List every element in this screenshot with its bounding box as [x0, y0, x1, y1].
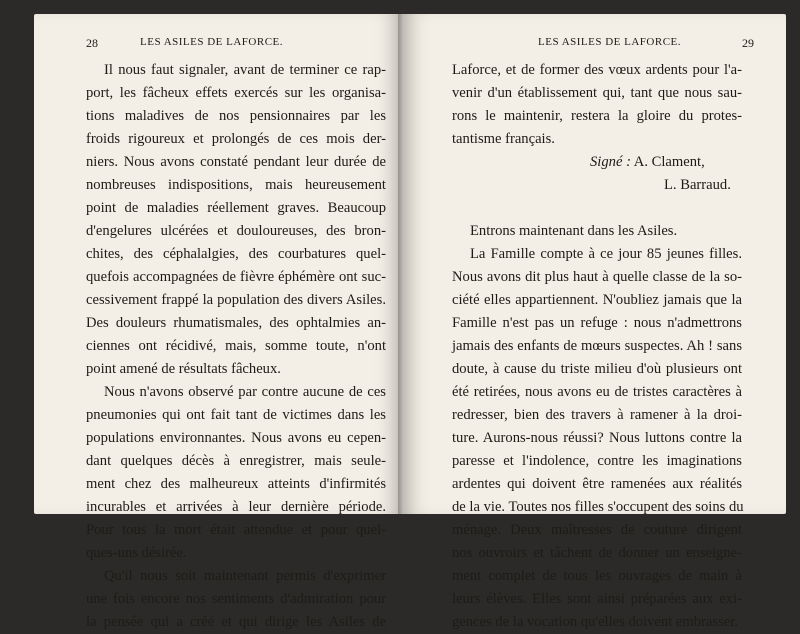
- text-line: port, les fâcheux effets exercés sur les organisa-: [86, 85, 386, 101]
- text-line: ménage. Deux maîtresses de couture dirigent: [452, 522, 742, 538]
- text-line: tantisme français.: [452, 131, 555, 147]
- text-line: niers. Nous avons constaté pendant leur durée de: [86, 154, 386, 170]
- text-line: pneumonies qui ont fait tant de victimes dans les: [86, 407, 386, 423]
- right-page: [402, 14, 786, 630]
- paragraph-spacer: [452, 197, 742, 220]
- body-text: [86, 59, 386, 634]
- text-line: point amené de résultats fâcheux.: [86, 361, 281, 377]
- signature-line: [452, 151, 742, 174]
- text-line: ardentes qui doivent être ramenées aux réalités: [452, 476, 742, 492]
- text-line: ture. Aurons-nous réussi? Nous luttons contre la: [452, 430, 742, 446]
- text-line: Pour tous la mort était attendue et pour quel-: [86, 522, 386, 538]
- text-line: cessivement frappé la population des divers Asiles.: [86, 292, 386, 308]
- text-line: froids rigoureux et prolongés de ces mois der-: [86, 131, 386, 147]
- text-line: de la vie. Toutes nos filles s'occupent des soins du: [452, 499, 744, 515]
- text-line: La Famille compte à ce jour 85 jeunes filles.: [470, 246, 742, 262]
- text-line: Entrons maintenant dans les Asiles.: [470, 223, 678, 239]
- signatory-name: L. Barraud.: [664, 177, 731, 193]
- text-line: dant quelques décès à enregistrer, mais seule-: [86, 453, 386, 469]
- text-line: ment chez des malheureux atteints d'infirmités: [86, 476, 386, 492]
- text-line: quefois accompagnées de fièvre éphémère ont suc-: [86, 269, 386, 285]
- text-line: paresse et l'indolence, contre les imaginations: [452, 453, 742, 469]
- text-line: nombreuses indispositions, mais heureusement: [86, 177, 386, 193]
- body-text: [452, 59, 742, 634]
- running-head: LES ASILES DE LAFORCE.: [140, 36, 284, 48]
- text-line: Nous avons dit plus haut à quelle classe de la so-: [452, 269, 742, 285]
- text-line: Il nous faut signaler, avant de terminer ce rap-: [104, 62, 386, 78]
- text-line: ment complet de tous les ouvrages de main à: [452, 568, 742, 584]
- page-number: 29: [742, 36, 754, 50]
- text-line: venir d'un établissement qui, tant que nous sau-: [452, 85, 742, 101]
- text-line: doute, à cause du triste milieu d'où plusieurs ont: [452, 361, 742, 377]
- text-line: point de maladies réellement graves. Beaucoup: [86, 200, 386, 216]
- text-line: la pensée qui a créé et qui dirige les Asiles de: [86, 614, 386, 630]
- text-line: nos ouvroirs et tâchent de donner un enseigne-: [452, 545, 742, 561]
- text-line: populations environnantes. Nous avons eu cepen-: [86, 430, 386, 446]
- running-head: LES ASILES DE LAFORCE.: [538, 36, 682, 48]
- text-line: une fois encore nos sentiments d'admiration pour: [86, 591, 386, 607]
- left-page: [34, 14, 402, 630]
- text-line: ciété elles appartiennent. N'oubliez jamais que la: [452, 292, 742, 308]
- text-line: Des douleurs rhumatismales, des ophtalmies an-: [86, 315, 386, 331]
- text-line: Qu'il nous soit maintenant permis d'exprimer: [104, 568, 386, 584]
- text-line: Famille n'est pas un refuge : nous n'admettrons: [452, 315, 742, 331]
- text-line: d'engelures ulcérées et douloureuses, des bron-: [86, 223, 386, 239]
- text-line: gences de la vocation qu'elles doivent embrasser.: [452, 614, 738, 630]
- text-line: ciennes ont récidivé, mais, somme toute, n'ont: [86, 338, 386, 354]
- text-line: ques-uns désirée.: [86, 545, 187, 561]
- text-line: incurables et arrivées à leur dernière période.: [86, 499, 386, 515]
- text-line: redresser, bien des travers à ramener à la droi-: [452, 407, 742, 423]
- page-number: 28: [86, 36, 98, 50]
- text-line: chites, des céphalalgies, des courbatures quel-: [86, 246, 386, 262]
- signatory-name: A. Clament,: [633, 154, 705, 170]
- text-line: rons le maintenir, restera la gloire du protes-: [452, 108, 742, 124]
- text-line: tions maladives de nos pensionnaires par les: [86, 108, 386, 124]
- text-line: leurs élèves. Elles sont ainsi préparées aux exi-: [452, 591, 742, 607]
- text-line: été retirées, nous avons eu de tristes caractères à: [452, 384, 742, 400]
- text-line: Laforce, et de former des vœux ardents pour l'a-: [452, 62, 742, 78]
- text-line: Nous n'avons observé par contre aucune de ces: [104, 384, 386, 400]
- text-line: jamais des enfants de mœurs suspectes. Ah ! sans: [452, 338, 742, 354]
- signed-label: Signé :: [590, 154, 631, 170]
